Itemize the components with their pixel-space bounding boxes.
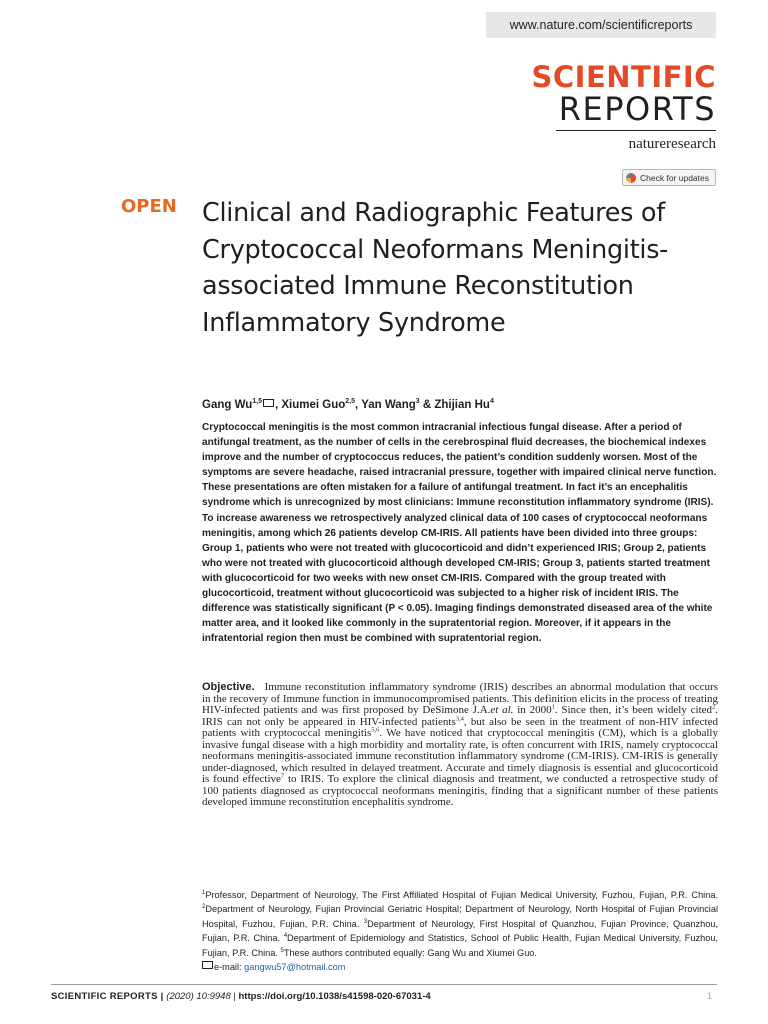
- text-segment: . IRIS can not only be appeared in HIV-infected patients: [202, 704, 719, 728]
- objective-paragraph: [202, 682, 718, 809]
- author-affiliation-sup: 4: [489, 398, 494, 405]
- page-footer: [51, 991, 431, 1002]
- article-title: Clinical and Radiographic Features of Cryptococcal Neoformans Meningitis-associated Immune Reconstitution Inflammatory Syndrome: [202, 198, 669, 338]
- check-for-updates-button[interactable]: [622, 169, 716, 186]
- author-name[interactable]: Yan Wang: [361, 398, 416, 411]
- reference-citation[interactable]: 3,4: [455, 714, 464, 722]
- crossmark-icon: [626, 173, 636, 183]
- check-for-updates-label: Check for updates: [640, 172, 709, 183]
- logo-divider: [556, 130, 716, 131]
- author-name[interactable]: Gang Wu: [202, 398, 253, 411]
- objective-heading: Objective.: [202, 681, 255, 693]
- author-affiliation-sup: 3: [415, 398, 420, 405]
- journal-logo-reports: REPORTS: [558, 90, 716, 128]
- corresponding-email-link[interactable]: gangwu57@hotmail.com: [244, 962, 346, 973]
- footer-citation: (2020) 10:9948: [166, 991, 231, 1002]
- text-segment: . Since then, it’s been widely cited: [554, 704, 713, 716]
- text-segment: to IRIS. To explore the clinical diagnosis and treatment, we conducted a retrospective study of 100 patients diagnosed as cryptococcal neoformans meningitis, finding that a significant number of these patients developed immune reconstitution encephalitis syndrome.: [202, 773, 718, 808]
- text-segment: in 2000: [513, 704, 552, 716]
- author-separator: ,: [275, 398, 282, 411]
- objective-text: [202, 681, 718, 808]
- footer-journal: SCIENTIFIC REPORTS |: [51, 991, 164, 1002]
- publisher-logo: natureresearch: [628, 136, 716, 152]
- affiliation-text: Department of Neurology, First Hospital of Quanzhou, Fujian Province, Quanzhou, Fujian, P.R. China.: [202, 918, 718, 944]
- doi-link[interactable]: https://doi.org/10.1038/s41598-020-67031-4: [238, 991, 431, 1002]
- affiliation-text: Department of Neurology, Fujian Provincial Geriatric Hospital; Department of Neurology, North Hospital of Fujian Provincial Hospital, Fuzhou, Fujian, P.R. China.: [202, 904, 718, 929]
- reference-citation[interactable]: 2: [712, 703, 716, 711]
- affiliation-number: 5: [280, 947, 284, 954]
- affiliation-text: Department of Epidemiology and Statistics, School of Public Health, Fujian Medical University, Fuzhou, Fujian, P.R. China.: [202, 933, 718, 958]
- author-affiliation-sup: 2,5: [345, 398, 356, 405]
- affiliation-list: [202, 890, 718, 958]
- page-number: 1: [707, 991, 713, 1001]
- footer-separator: |: [230, 991, 239, 1002]
- affiliation-number: 4: [283, 933, 288, 940]
- abstract: Cryptococcal meningitis is the most common intracranial infectious fungal disease. After a period of antifungal treatment, as the number of cells in the cerebrospinal fluid decreases, the biochemical indexes improve and the number of cryptococcus reduces, the patient’s condition suddenly worsen. Most of the symptoms are severe headache, raised intracranial pressure, together with impaired clinical nerve function. These presentations are often mistaken for a failure of antifungal treatment. In fact it’s an encephalitis syndrome which is unrecognized by most clinicians: Immune reconstitution inflammatory syndrome (IRIS). To increase awareness we retrospectively analyzed clinical data of 100 cases of cryptococcal neoformans meningitis, among which 26 patients develop CM-IRIS. All patients have been divided into three groups: Group 1, patients who were not treated with glucocorticoid and didn’t experienced IRIS; Group 2, patients who were not treated with glucocorticoid although developed CM-IRIS; Group 3, patients started treatment with glucocorticoid for two weeks with new onset CM-IRIS. Compared with the group treated with glucocorticoid, treatment without glucocorticoid was subjected to a higher risk of incident IRIS. The difference was statistically significant (P < 0.05). Imaging findings demonstrated diseased area of the white matter area, and it looked like commonly in the supratentorial region. Moreover, if it appears in the infratentorial region then must be combined with supratentorial region.: [202, 422, 717, 645]
- author-name[interactable]: Zhijian Hu: [434, 398, 490, 411]
- affiliation-number: 1: [202, 889, 206, 896]
- text-segment: . We have noticed that cryptococcal meningitis (CM), which is a globally invasive fungal disease with a high morbidity and mortality rate, is often concurrent with IRIS, namely cryptococcal neoformans meningitis-associated immune reconstitution inflammatory syndrome (CM-IRIS). CM-IRIS is generally under-diagnosed, which resulted in delayed treatment. Accurate and timely diagnosis is essential and glucocorticoid is found effective: [202, 727, 718, 785]
- text-segment: Immune reconstitution inflammatory syndrome (IRIS) describes an abnormal modulation that occurs in the recovery of Immune function in immunocompromised patients. This definition elicits in the process of treating HIV-infected patients and was first proposed by DeSimone J.A.: [202, 681, 718, 716]
- italic-text: et al.: [490, 704, 514, 716]
- footer-divider: [51, 984, 717, 985]
- email-label: e-mail:: [214, 962, 245, 973]
- mail-icon: [202, 961, 213, 969]
- author-affiliation-sup: 1,5: [252, 398, 262, 405]
- corresponding-author-mail-icon[interactable]: [263, 399, 274, 407]
- reference-citation[interactable]: 1: [551, 703, 555, 711]
- author-list: [202, 398, 722, 411]
- author-name[interactable]: Xiumei Guo: [281, 398, 346, 411]
- open-access-badge: OPEN: [121, 196, 177, 217]
- journal-url[interactable]: www.nature.com/scientificreports: [486, 12, 716, 38]
- affiliation-text: Professor, Department of Neurology, The First Affiliated Hospital of Fujian Medical University, Fuzhou, Fujian, P.R. China.: [205, 890, 718, 900]
- affiliation-number: 3: [363, 918, 368, 925]
- affiliations: [202, 888, 718, 974]
- reference-citation[interactable]: 7: [280, 772, 285, 780]
- affiliation-number: 2: [202, 904, 206, 911]
- journal-logo-scientific: SCIENTIFIC: [531, 60, 716, 94]
- author-separator: ,: [355, 398, 362, 411]
- affiliation-text: These authors contributed equally: Gang Wu and Xiumei Guo.: [283, 947, 537, 958]
- author-separator: &: [419, 398, 435, 411]
- text-segment: , but also be seen in the treatment of non-HIV infected patients with cryptococcal meningitis: [202, 715, 718, 739]
- reference-citation[interactable]: 5,6: [371, 726, 380, 734]
